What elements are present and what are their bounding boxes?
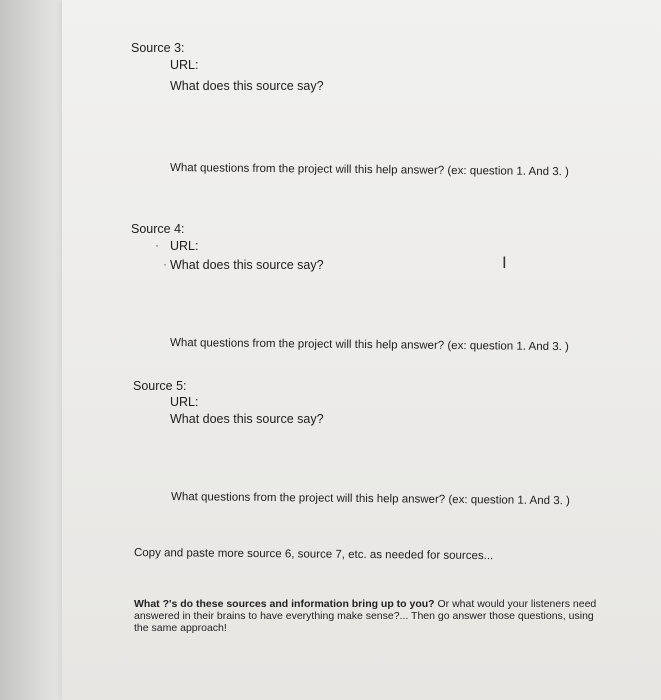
source-3-questions-label: What questions from the project will this help answer? (ex: question 1. And 3. ) [169, 162, 569, 179]
source-4-questions-label: What questions from the project will this help answer? (ex: question 1. And 3. ) [169, 337, 569, 354]
source-4-title: Source 4: [131, 222, 185, 236]
source-5-title: Source 5: [133, 379, 187, 393]
bullet-mark: · [155, 238, 159, 252]
source-4-say-label: What does this source say? [170, 258, 324, 272]
source-3-say-label: What does this source say? [170, 79, 324, 93]
source-3-title: Source 3: [131, 41, 185, 55]
closing-paragraph [134, 598, 604, 634]
source-5-url-label: URL: [170, 395, 199, 409]
bullet-mark: · [163, 257, 167, 271]
closing-text: Or what would your listeners need answered in their brains to have everything make sense?... Then go answer those questions, using the same approach! [134, 598, 597, 634]
screen-bezel [0, 0, 62, 700]
source-3-url-label: URL: [170, 58, 199, 72]
closing-question: What ?'s do these sources and information bring up to you? [134, 598, 435, 610]
source-5-questions-label: What questions from the project will this help answer? (ex: question 1. And 3. ) [170, 491, 570, 508]
copy-instruction: Copy and paste more source 6, source 7, etc. as needed for sources... [133, 547, 494, 563]
i-beam-cursor-icon: I [502, 253, 507, 272]
source-5-say-label: What does this source say? [170, 412, 324, 426]
source-4-url-label: URL: [170, 239, 199, 253]
